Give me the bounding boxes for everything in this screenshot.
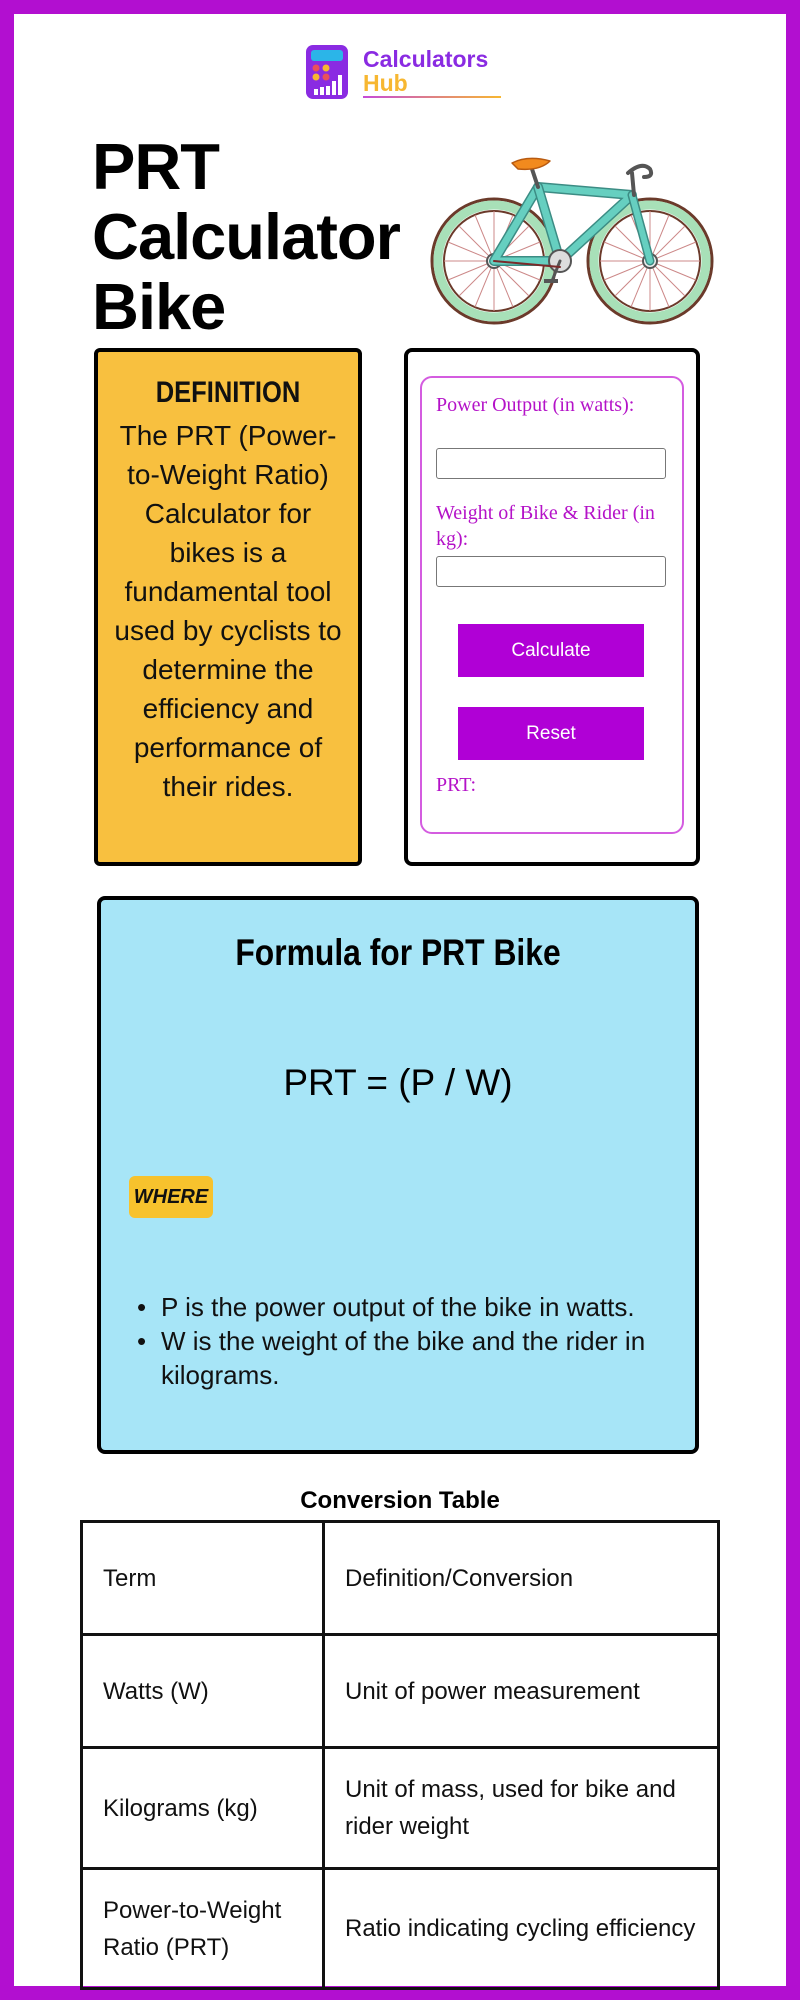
table-cell: Ratio indicating cycling efficiency [324,1869,719,1989]
conversion-table [80,1520,720,1990]
list-item: • W is the weight of the bike and the rider in kilograms. [131,1324,671,1392]
title-line-2: Calculator [92,200,400,273]
table-cell: Unit of power measurement [324,1635,719,1748]
weight-input[interactable] [436,556,666,587]
logo-line2: Hub [363,70,408,96]
bicycle-illustration [428,147,718,327]
formula-card [97,896,699,1454]
table-cell: Term [82,1522,324,1635]
definition-text: The PRT (Power-to-Weight Ratio) Calculator for bikes is a fundamental tool used by cyclists to determine the efficiency and performance of their rides. [114,420,342,802]
table-cell: Unit of mass, used for bike and rider weight [324,1748,719,1869]
page [14,14,786,1986]
table-cell: Definition/Conversion [324,1522,719,1635]
weight-label: Weight of Bike & Rider (in kg): [436,502,655,550]
reset-button[interactable]: Reset [458,707,644,760]
title-line-3: Bike [92,270,226,343]
calculator-form [420,376,684,834]
definition-card [94,348,362,866]
calculate-button[interactable]: Calculate [458,624,644,677]
table-row [82,1522,719,1635]
conversion-table-title: Conversion Table [300,1487,500,1514]
definition-heading: DEFINITION [155,376,301,409]
title-line-1: PRT [92,130,219,203]
calculators-hub-logo[interactable] [304,41,504,107]
formula-heading: Formula for PRT Bike [235,932,561,973]
table-row [82,1869,719,1989]
calculator-card [404,348,700,866]
list-item: • P is the power output of the bike in watts. [131,1290,671,1324]
logo-underline [363,96,501,98]
calculator-logo-icon [304,43,352,101]
table-cell: Power-to-Weight Ratio (PRT) [82,1869,324,1989]
table-row [82,1635,719,1748]
formula-equation: PRT = (P / W) [283,1062,513,1103]
prt-result-label: PRT: [436,774,477,796]
table-cell: Watts (W) [82,1635,324,1748]
logo-text [363,47,488,95]
logo-line1: Calculators [363,46,489,72]
table-row [82,1748,719,1869]
where-badge: WHERE [129,1176,213,1218]
variable-list [131,1290,671,1392]
table-cell: Kilograms (kg) [82,1748,324,1869]
power-output-input[interactable] [436,448,666,479]
page-title [92,132,400,342]
power-output-label: Power Output (in watts): [436,394,635,416]
